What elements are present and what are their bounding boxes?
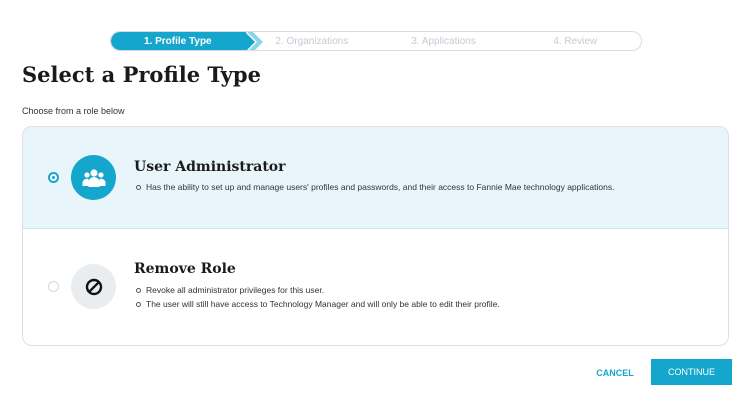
- option-bullets: [134, 180, 614, 194]
- step-label: 2. Organizations: [275, 35, 349, 47]
- bullet-text: Revoke all administrator privileges for this user.: [134, 283, 500, 297]
- step-label: 4. Review: [553, 35, 598, 47]
- step-profile-type: [111, 32, 246, 50]
- page-subtitle: Choose from a role below: [22, 106, 125, 116]
- bullet-text: The user will still have access to Technology Manager and will only be able to edit their profile.: [134, 297, 500, 311]
- option-user-administrator[interactable]: [23, 127, 728, 229]
- option-title: Remove Role: [134, 261, 236, 277]
- cancel-button[interactable]: CANCEL: [586, 362, 644, 384]
- step-review: [509, 32, 641, 50]
- continue-button[interactable]: CONTINUE: [651, 359, 732, 385]
- bullet-text: Has the ability to set up and manage users' profiles and passwords, and their access to Fannie Mae technology applications.: [134, 180, 614, 194]
- step-label: 3. Applications: [411, 35, 476, 47]
- option-bullets: [134, 283, 500, 311]
- users-group-icon: [71, 155, 116, 200]
- option-title: User Administrator: [134, 159, 286, 175]
- radio-selected[interactable]: [48, 172, 59, 183]
- profile-type-options: [22, 126, 729, 346]
- step-applications: [378, 32, 510, 50]
- option-remove-role[interactable]: [23, 229, 728, 346]
- radio-unselected[interactable]: [48, 281, 59, 292]
- step-organizations: [246, 32, 378, 50]
- progress-stepper: [110, 31, 642, 51]
- page-title: Select a Profile Type: [22, 62, 261, 87]
- prohibited-icon: [71, 264, 116, 309]
- step-label: 1. Profile Type: [144, 35, 212, 47]
